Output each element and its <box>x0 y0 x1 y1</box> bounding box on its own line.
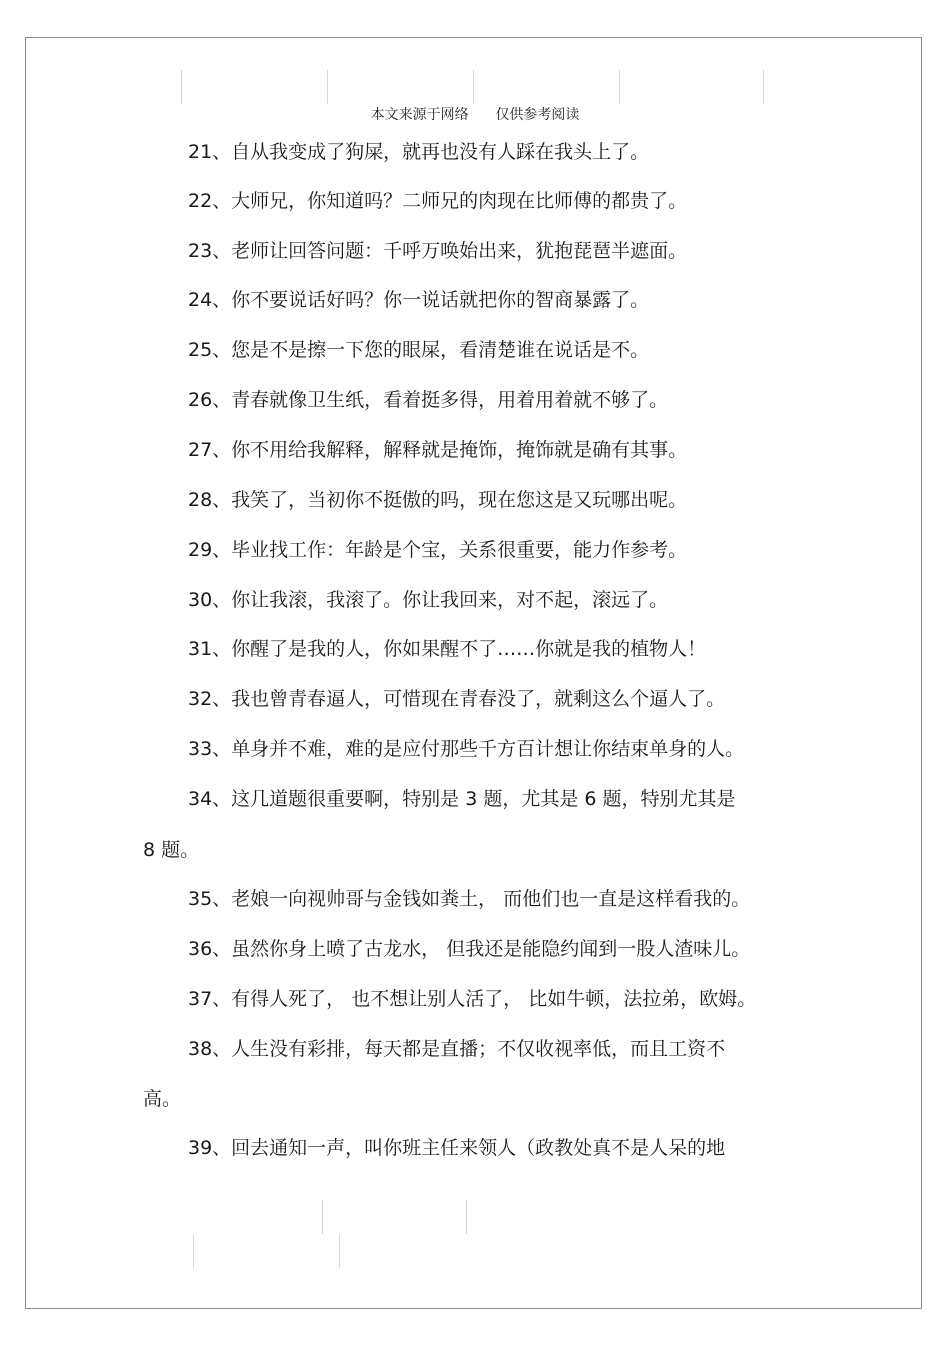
text-line: 26、青春就像卫生纸，看着挺多得，用着用着就不够了。 <box>188 389 669 411</box>
text-line: 21、自从我变成了狗屎，就再也没有人踩在我头上了。 <box>188 141 650 163</box>
text-line: 29、毕业找工作：年龄是个宝，关系很重要，能力作参考。 <box>188 539 688 561</box>
text-line: 37、有得人死了， 也不想让别人活了， 比如牛顿，法拉弟，欧姆。 <box>188 988 757 1010</box>
text-line: 34、这几道题很重要啊，特别是 3 题，尤其是 6 题，特别尤其是 <box>188 788 736 810</box>
footer-tick-3 <box>193 1234 194 1268</box>
text-line: 39、回去通知一声，叫你班主任来领人（政教处真不是人呆的地 <box>188 1137 726 1159</box>
text-line: 36、虽然你身上喷了古龙水， 但我还是能隐约闻到一股人渣味儿。 <box>188 938 751 960</box>
text-line: 25、您是不是擦一下您的眼屎，看清楚谁在说话是不。 <box>188 339 650 361</box>
text-line: 32、我也曾青春逼人，可惜现在青春没了，就剩这么个逼人了。 <box>188 688 726 710</box>
header-tick-2 <box>327 70 328 104</box>
footer-tick-2 <box>466 1200 467 1234</box>
header-tick-3 <box>473 70 474 104</box>
footer-tick-4 <box>339 1234 340 1268</box>
header-tick-1 <box>181 70 182 104</box>
text-line: 33、单身并不难，难的是应付那些千方百计想让你结束单身的人。 <box>188 738 745 760</box>
text-line: 23、老师让回答问题：千呼万唤始出来，犹抱琵琶半遮面。 <box>188 240 688 262</box>
header-tick-4 <box>619 70 620 104</box>
text-line: 35、老娘一向视帅哥与金钱如粪土， 而他们也一直是这样看我的。 <box>188 888 751 910</box>
footer-tick-1 <box>322 1200 323 1234</box>
page-header: 本文来源于网络 仅供参考阅读 <box>370 107 580 123</box>
text-line: 8 题。 <box>143 839 200 861</box>
text-line: 38、人生没有彩排，每天都是直播；不仅收视率低，而且工资不 <box>188 1038 726 1060</box>
document-page <box>25 37 922 1309</box>
header-tick-5 <box>763 70 764 104</box>
text-line: 28、我笑了，当初你不挺傲的吗，现在您这是又玩哪出呢。 <box>188 489 688 511</box>
text-line: 高。 <box>143 1088 182 1110</box>
text-line: 31、你醒了是我的人，你如果醒不了……你就是我的植物人！ <box>188 638 707 660</box>
text-line: 27、你不用给我解释，解释就是掩饰，掩饰就是确有其事。 <box>188 439 688 461</box>
text-line: 22、大师兄，你知道吗？二师兄的肉现在比师傅的都贵了。 <box>188 190 688 212</box>
text-line: 30、你让我滚，我滚了。你让我回来，对不起，滚远了。 <box>188 589 669 611</box>
text-line: 24、你不要说话好吗？你一说话就把你的智商暴露了。 <box>188 289 650 311</box>
